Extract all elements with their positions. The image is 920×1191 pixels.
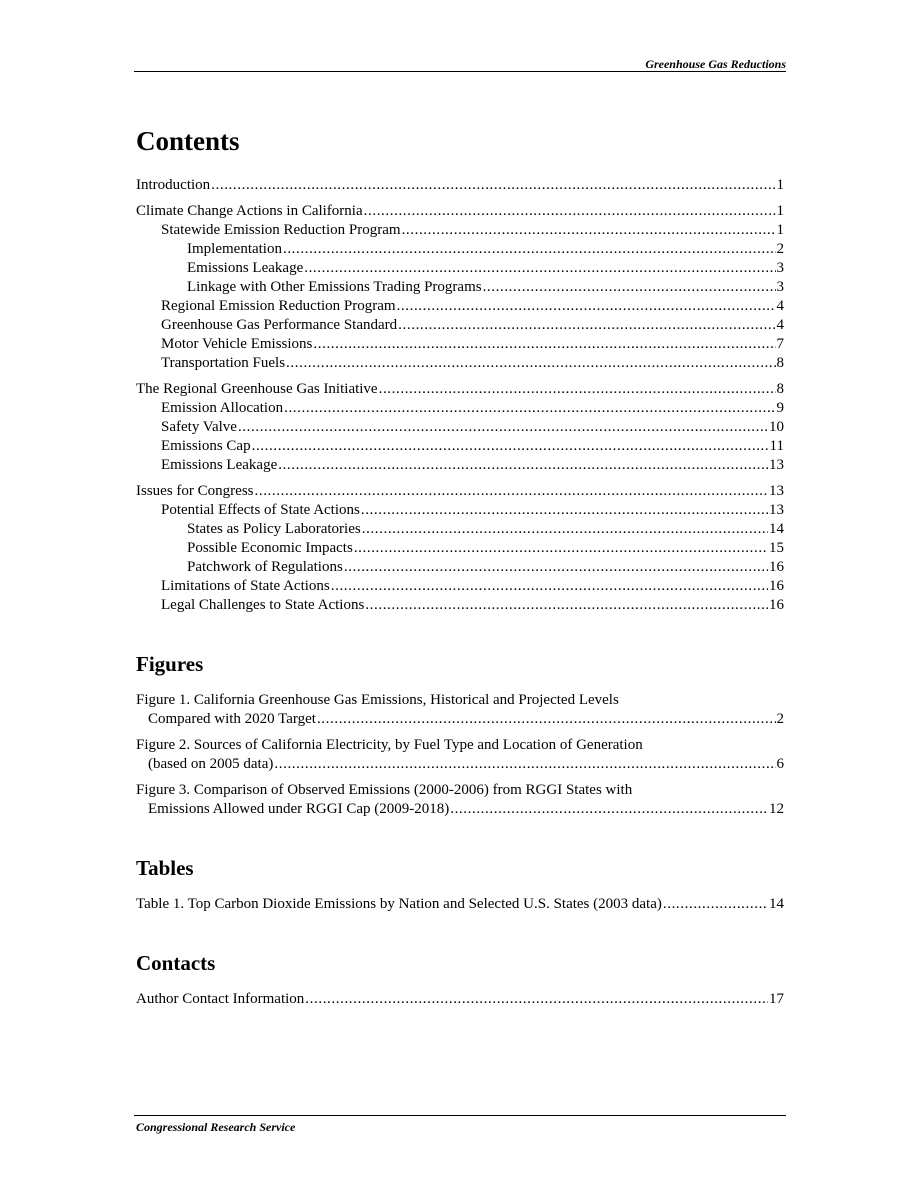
toc-entry-title: Potential Effects of State Actions xyxy=(161,502,360,518)
toc-page-number: 9 xyxy=(776,400,784,416)
dot-leader xyxy=(398,316,775,335)
dot-leader xyxy=(283,240,776,259)
figure-entry-title-cont: Compared with 2020 Target xyxy=(148,711,316,727)
table-entry-title: Table 1. Top Carbon Dioxide Emissions by Nation and Selected U.S. States (2003 data) xyxy=(136,896,662,912)
dot-leader xyxy=(362,520,768,539)
toc-entry-transportation-fuels[interactable] xyxy=(136,354,784,373)
toc-page-number: 15 xyxy=(769,540,784,556)
dot-leader xyxy=(402,221,776,240)
toc-entry-title: Possible Economic Impacts xyxy=(187,540,353,556)
dot-leader xyxy=(365,596,768,615)
dot-leader xyxy=(397,297,776,316)
dot-leader xyxy=(255,482,769,501)
toc-page-number: 16 xyxy=(769,559,784,575)
toc-entry-safety-valve[interactable] xyxy=(136,418,784,437)
dot-leader xyxy=(286,354,775,373)
dot-leader xyxy=(238,418,768,437)
toc-entry-climate-change-actions-california[interactable] xyxy=(136,202,784,221)
dot-leader xyxy=(313,335,775,354)
dot-leader xyxy=(284,399,775,418)
toc-entry-issues-for-congress[interactable] xyxy=(136,482,784,501)
dot-leader xyxy=(252,437,770,456)
dot-leader xyxy=(344,558,768,577)
toc-entry-statewide-emission-reduction-program[interactable] xyxy=(136,221,784,240)
toc-entry-title: The Regional Greenhouse Gas Initiative xyxy=(136,381,378,397)
running-footer-publisher: Congressional Research Service xyxy=(136,1120,296,1134)
toc-entry-limitations-state-actions[interactable] xyxy=(136,577,784,596)
dot-leader xyxy=(483,278,776,297)
dot-leader xyxy=(317,710,776,729)
toc-page-number: 8 xyxy=(776,381,784,397)
figure-entry-title-cont: Emissions Allowed under RGGI Cap (2009-2018) xyxy=(148,801,450,817)
table-page-number: 14 xyxy=(769,896,784,912)
toc-page-number: 2 xyxy=(776,241,784,257)
figure-page-number: 12 xyxy=(769,801,784,817)
toc-entry-potential-effects-state-actions[interactable] xyxy=(136,501,784,520)
toc-page-number: 1 xyxy=(776,203,784,219)
tables-list xyxy=(136,895,784,914)
contact-page-number: 17 xyxy=(769,991,784,1007)
toc-page-number: 13 xyxy=(769,483,784,499)
dot-leader xyxy=(364,202,776,221)
contents-list xyxy=(136,176,784,615)
contents-heading: Contents xyxy=(136,126,240,156)
footer-rule xyxy=(134,1115,786,1116)
dot-leader xyxy=(450,800,768,819)
toc-page-number: 8 xyxy=(776,355,784,371)
toc-entry-regional-emission-reduction-program[interactable] xyxy=(136,297,784,316)
toc-entry-title: Statewide Emission Reduction Program xyxy=(161,222,401,238)
toc-entry-states-policy-laboratories[interactable] xyxy=(136,520,784,539)
toc-entry-emissions-cap[interactable] xyxy=(136,437,784,456)
toc-entry-legal-challenges[interactable] xyxy=(136,596,784,615)
toc-entry-introduction[interactable] xyxy=(136,176,784,195)
figure-entry-3[interactable] xyxy=(136,781,784,819)
toc-page-number: 7 xyxy=(776,336,784,352)
dot-leader xyxy=(305,990,768,1009)
toc-entry-title: Legal Challenges to State Actions xyxy=(161,597,365,613)
dot-leader xyxy=(354,539,768,558)
contacts-list xyxy=(136,990,784,1009)
dot-leader xyxy=(663,895,768,914)
header-rule xyxy=(134,71,786,72)
toc-entry-title: Emissions Leakage xyxy=(161,457,278,473)
toc-entry-title: Introduction xyxy=(136,177,211,193)
figure-entry-title: Figure 1. California Greenhouse Gas Emissions, Historical and Projected Levels xyxy=(136,692,619,708)
toc-page-number: 1 xyxy=(776,177,784,193)
document-body xyxy=(136,124,784,1009)
toc-entry-possible-economic-impacts[interactable] xyxy=(136,539,784,558)
dot-leader xyxy=(304,259,775,278)
toc-entry-title: Limitations of State Actions xyxy=(161,578,330,594)
figures-heading: Figures xyxy=(136,652,204,676)
toc-entry-implementation[interactable] xyxy=(136,240,784,259)
toc-entry-emissions-leakage-rggi[interactable] xyxy=(136,456,784,475)
toc-page-number: 13 xyxy=(769,502,784,518)
toc-entry-title: Climate Change Actions in California xyxy=(136,203,363,219)
toc-entry-motor-vehicle-emissions[interactable] xyxy=(136,335,784,354)
dot-leader xyxy=(331,577,768,596)
figure-entry-title-cont: (based on 2005 data) xyxy=(148,756,274,772)
contact-entry-author-info[interactable] xyxy=(136,990,784,1009)
toc-page-number: 10 xyxy=(769,419,784,435)
toc-entry-title: Regional Emission Reduction Program xyxy=(161,298,396,314)
toc-entry-title: Emissions Cap xyxy=(161,438,251,454)
toc-entry-emission-allocation[interactable] xyxy=(136,399,784,418)
figure-entry-2[interactable] xyxy=(136,736,784,774)
toc-entry-ghg-performance-standard[interactable] xyxy=(136,316,784,335)
figure-entry-title: Figure 2. Sources of California Electricity, by Fuel Type and Location of Generation xyxy=(136,737,643,753)
toc-page-number: 13 xyxy=(769,457,784,473)
toc-entry-title: Implementation xyxy=(187,241,282,257)
figure-entry-title: Figure 3. Comparison of Observed Emissions (2000-2006) from RGGI States with xyxy=(136,782,633,798)
running-header-title: Greenhouse Gas Reductions xyxy=(645,57,786,71)
figure-page-number: 2 xyxy=(776,711,784,727)
toc-entry-title: Linkage with Other Emissions Trading Programs xyxy=(187,279,482,295)
toc-page-number: 4 xyxy=(776,317,784,333)
tables-heading: Tables xyxy=(136,856,194,880)
toc-entry-title: Greenhouse Gas Performance Standard xyxy=(161,317,398,333)
figure-page-number: 6 xyxy=(776,756,784,772)
toc-entry-title: Issues for Congress xyxy=(136,483,254,499)
toc-entry-title: Patchwork of Regulations xyxy=(187,559,343,575)
toc-page-number: 16 xyxy=(769,578,784,594)
table-entry-1[interactable] xyxy=(136,895,784,914)
toc-entry-patchwork-regulations[interactable] xyxy=(136,558,784,577)
figure-entry-1[interactable] xyxy=(136,691,784,729)
toc-page-number: 1 xyxy=(776,222,784,238)
toc-entry-title: Safety Valve xyxy=(161,419,237,435)
toc-entry-emissions-leakage-ca[interactable] xyxy=(136,259,784,278)
toc-page-number: 4 xyxy=(776,298,784,314)
toc-entry-linkage-other-trading-programs[interactable] xyxy=(136,278,784,297)
toc-entry-title: Transportation Fuels xyxy=(161,355,286,371)
contacts-heading: Contacts xyxy=(136,951,216,975)
dot-leader xyxy=(211,176,775,195)
toc-page-number: 3 xyxy=(776,260,784,276)
dot-leader xyxy=(278,456,768,475)
toc-entry-rggi[interactable] xyxy=(136,380,784,399)
toc-page-number: 14 xyxy=(769,521,784,537)
toc-entry-title: States as Policy Laboratories xyxy=(187,521,361,537)
toc-entry-title: Emissions Leakage xyxy=(187,260,304,276)
toc-page-number: 11 xyxy=(769,438,784,454)
figures-list xyxy=(136,691,784,819)
contact-entry-title: Author Contact Information xyxy=(136,991,305,1007)
toc-page-number: 3 xyxy=(776,279,784,295)
dot-leader xyxy=(361,501,768,520)
toc-entry-title: Emission Allocation xyxy=(161,400,284,416)
toc-page-number: 16 xyxy=(769,597,784,613)
dot-leader xyxy=(274,755,775,774)
toc-entry-title: Motor Vehicle Emissions xyxy=(161,336,313,352)
dot-leader xyxy=(379,380,776,399)
